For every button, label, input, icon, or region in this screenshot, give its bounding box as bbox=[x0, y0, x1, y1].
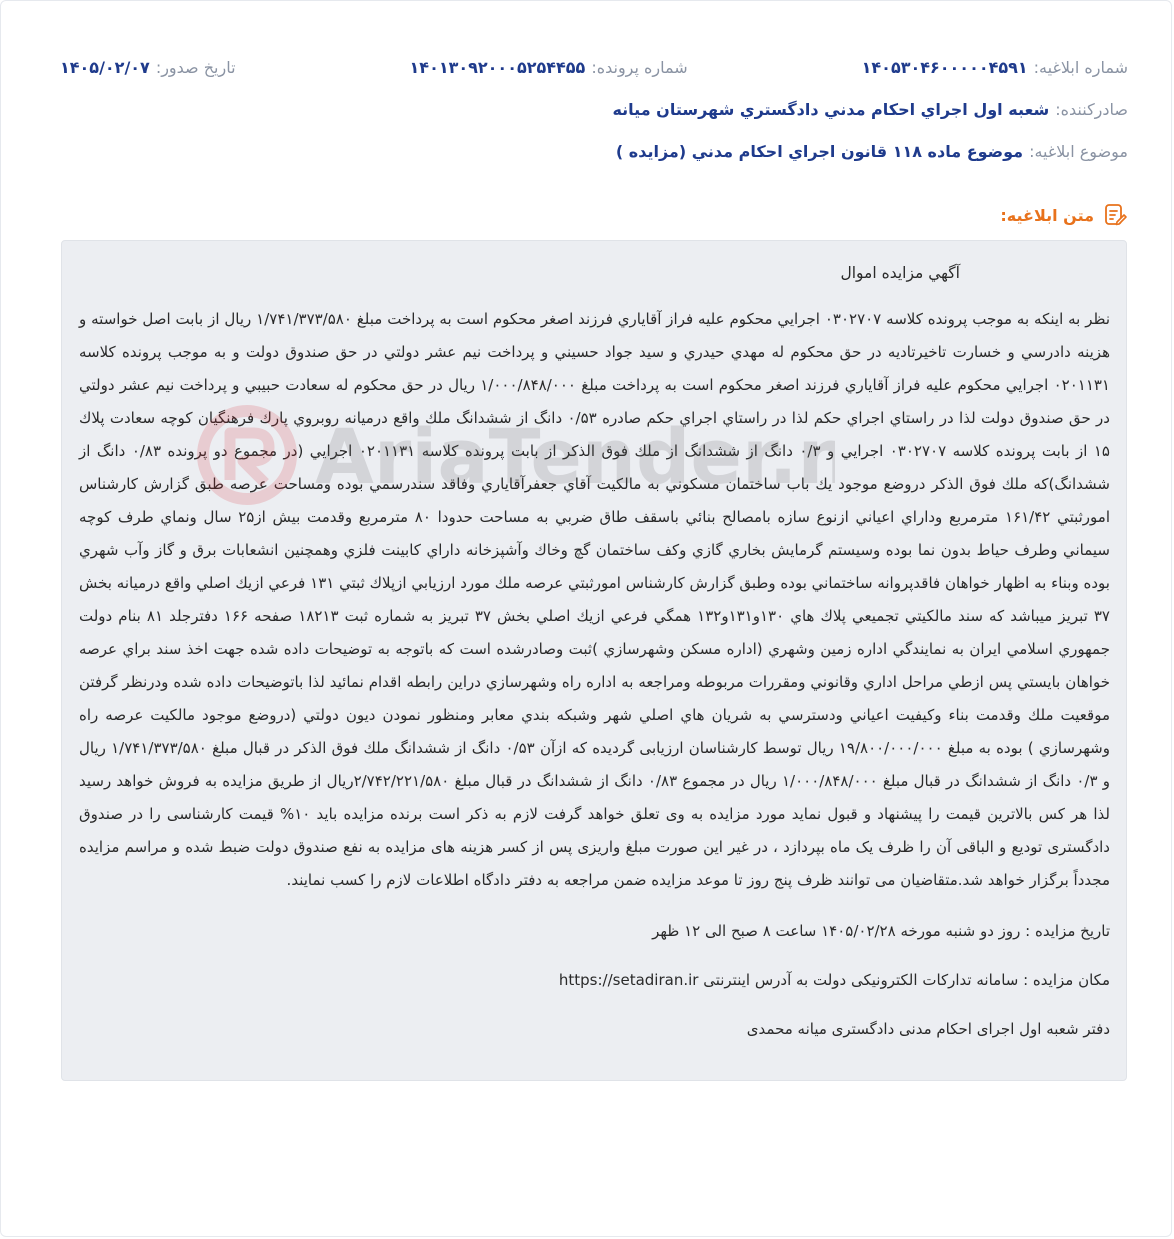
signature: دفتر شعبه اول اجراى احكام مدنى دادگسترى ميانه محمدى bbox=[746, 1020, 1110, 1038]
issue-date bbox=[60, 58, 236, 77]
section-title: متن ابلاغيه: bbox=[1000, 205, 1094, 225]
notice-number-value: ۱۴۰۵۳۰۴۶۰۰۰۰۰۴۵۹۱ bbox=[861, 58, 1028, 77]
auction-date: تاريخ مزايده : روز دو شنبه مورخه ۱۴۰۵/۰۲/۲۸ ساعت ۸ صبح الى ۱۲ ظهر bbox=[652, 922, 1110, 940]
notice-body-box bbox=[61, 240, 1127, 1081]
auction-place-text: مكان مزايده : سامانه تداركات الكترونيكى دولت به آدرس اينترنتى bbox=[698, 971, 1110, 989]
subject-label: موضوع ابلاغيه: bbox=[1029, 142, 1128, 161]
case-number-value: ۱۴۰۱۳۰۹۲۰۰۰۵۲۵۴۴۵۵ bbox=[409, 58, 586, 77]
notice-body bbox=[79, 261, 1110, 1044]
meta-row-subject bbox=[60, 142, 1128, 161]
issuer-label: صادرکننده: bbox=[1055, 100, 1128, 119]
subject-value: موضوع ماده ۱۱۸ قانون اجراي احكام مدني (مزايده ) bbox=[615, 142, 1024, 161]
notice-number bbox=[862, 58, 1128, 77]
subject bbox=[616, 142, 1128, 161]
issue-date-value: ۱۴۰۵/۰۲/۰۷ bbox=[60, 58, 150, 77]
section-header bbox=[1000, 202, 1128, 228]
auction-place bbox=[79, 965, 1110, 995]
meta-row-numbers bbox=[60, 58, 1128, 77]
notice-heading: آگهي مزايده اموال bbox=[840, 264, 960, 282]
notice-body-text: نظر به اينكه به موجب پرونده كلاسه ۰۳۰۲۷۰۷ اجرايي محكوم عليه فراز آقاياري فرزند اصغر محكوم است به پرداخت مبلغ ۱/۷۴۱/۳۷۳/۵۸۰ ريال از بابت اصل خواسته و هزينه دادرسي و خسارت تاخيرتاديه در حق محكوم له مهدي حيدري و سيد جواد حسيني و پرداخت نيم عشر دولتي در حق صندوق دولت و به موجب پرونده كلاسه ۰۲۰۱۱۳۱ اجرايي محكوم عليه فراز آقاياري فرزند اصغر محكوم است به پرداخت مبلغ ۱/۰۰۰/۸۴۸/۰۰۰ ريال در حق محكوم له سعادت حبيبي و پرداخت نيم عشر دولتي در حق صندوق دولت لذا در راستاي اجراي حكم لذا در راستاي اجراي حكم صادره ۰/۵۳ دانگ از ششدانگ ملك واقع درميانه روبروي پارك فرهنگيان كوچه سعادت پلاك ۱۵ از بابت پرونده كلاسه ۰۳۰۲۷۰۷ اجرايي و ۰/۳ دانگ از ششدانگ از ملك فوق الذكر از بابت پرونده كلاسه ۰۲۰۱۱۳۱ اجرايي (در مجموع دو پرونده ۰/۸۳ دانگ از ششدانگ)كه ملك فوق الذكر دروضع موجود يك باب ساختمان مسكوني به مالكيت آقاي جعفرآقاياري وفاقد سندرسمي بوده ومساحت عرصه طبق گزارش كارشناس امورثبتي ۱۶۱/۴۲ مترمربع وداراي اعياني ازنوع سازه بامصالح بنائي باسقف طاق ضربي به مساحت حدودا ۸۰ مترمربع وقدمت بيش از۲۵ سال ونماي طرف كوچه سيماني وطرف حياط بدون نما بوده وسيستم گرمايش بخاري گازي وكف ساختمان گچ وخاك وآشپزخانه داراي كابينت فلزي وهمچنين انشعابات برق و گاز وآب شهري بوده وبناء به اظهار خواهان فاقدپروانه ساختماني بوده وطبق گزارش كارشناس امورثبتي عرصه ملك مورد ارزيابي ازپلاك ثبتي ۱۳۱ فرعي ازيك اصلي واقع درميانه بخش ۳۷ تبريز ميباشد كه سند مالكيتي تجميعي پلاك هاي ۱۳۰و۱۳۱و۱۳۲ همگي فرعي ازيك اصلي بخش ۳۷ تبريز به شماره ثبت ۱۸۲۱۳ صفحه ۱۶۶ دفترجلد ۸۱ بنام دولت جمهوري اسلامي ايران به نمايندگي اداره زمين وشهري (اداره مسكن وشهرسازي )ثبت وصادرشده است كه باتوجه به توضيحات داده شده جهت اخذ سند براي عرصه خواهان بايستي پس ازطي مراحل اداري وقانوني ومقررات مربوطه ومراجعه به اداره راه وشهرسازي دراين رابطه اقدام نمائيد لذا باتوضيحات داده شده ودرنظر گرفتن موقعيت ملك وقدمت بناء وكيفيت اعياني ودسترسي به شريان هاي اصلي شهر وشبكه بندي معابر ومنظور نمودن ديون دولتي (دروضع موجود مالكيت عرصه راه وشهرسازي ) بوده به مبلغ ۱۹/۸۰۰/۰۰۰/۰۰۰ ريال توسط كارشناسان ارزيابى گرديده كه ازآن ۰/۵۳ دانگ از ششدانگ ملك فوق الذكر در قبال مبلغ ۱/۷۴۱/۳۷۳/۵۸۰ ريال و ۰/۳ دانگ از ششدانگ در قبال مبلغ ۱/۰۰۰/۸۴۸/۰۰۰ ريال در مجموع ۰/۸۳ دانگ از ششدانگ در قبال مبلغ ۲/۷۴۲/۲۲۱/۵۸۰ريال از طريق مزايده به فروش خواهد رسيد لذا هر كس بالاترين قيمت را پيشنهاد و قبول نمايد مورد مزايده به وى تعلق خواهد گرفت لازم به ذكر است برنده مزايده بايد ۱۰% قيمت كارشناسى را در صندوق دادگسترى توديع و الباقى آن را ظرف يک ماه بپردازد ، در غير اين صورت مبلغ واريزى پس از كسر هزينه هاى مزايده به نفع صندوق دولت ضبط شده و مراسم مزايده مجدداً برگزار خواهد شد.متقاضيان مى توانند ظرف پنج روز تا موعد مزايده ضمن مراجعه به دفتر دادگاه اطلاعات لازم را كسب نمايند. bbox=[79, 310, 1111, 889]
document-edit-icon bbox=[1102, 202, 1128, 228]
issue-date-label: تاريخ صدور: bbox=[155, 58, 236, 77]
notice-number-label: شماره ابلاغيه: bbox=[1033, 58, 1128, 77]
auction-place-url: https://setadiran.ir bbox=[558, 971, 699, 989]
issuer bbox=[612, 100, 1128, 119]
case-number bbox=[410, 58, 688, 77]
meta-row-issuer bbox=[60, 100, 1128, 119]
issuer-value: شعبه اول اجراي احكام مدني دادگستري شهرستان ميانه bbox=[612, 100, 1050, 119]
case-number-label: شماره پرونده: bbox=[591, 58, 688, 77]
